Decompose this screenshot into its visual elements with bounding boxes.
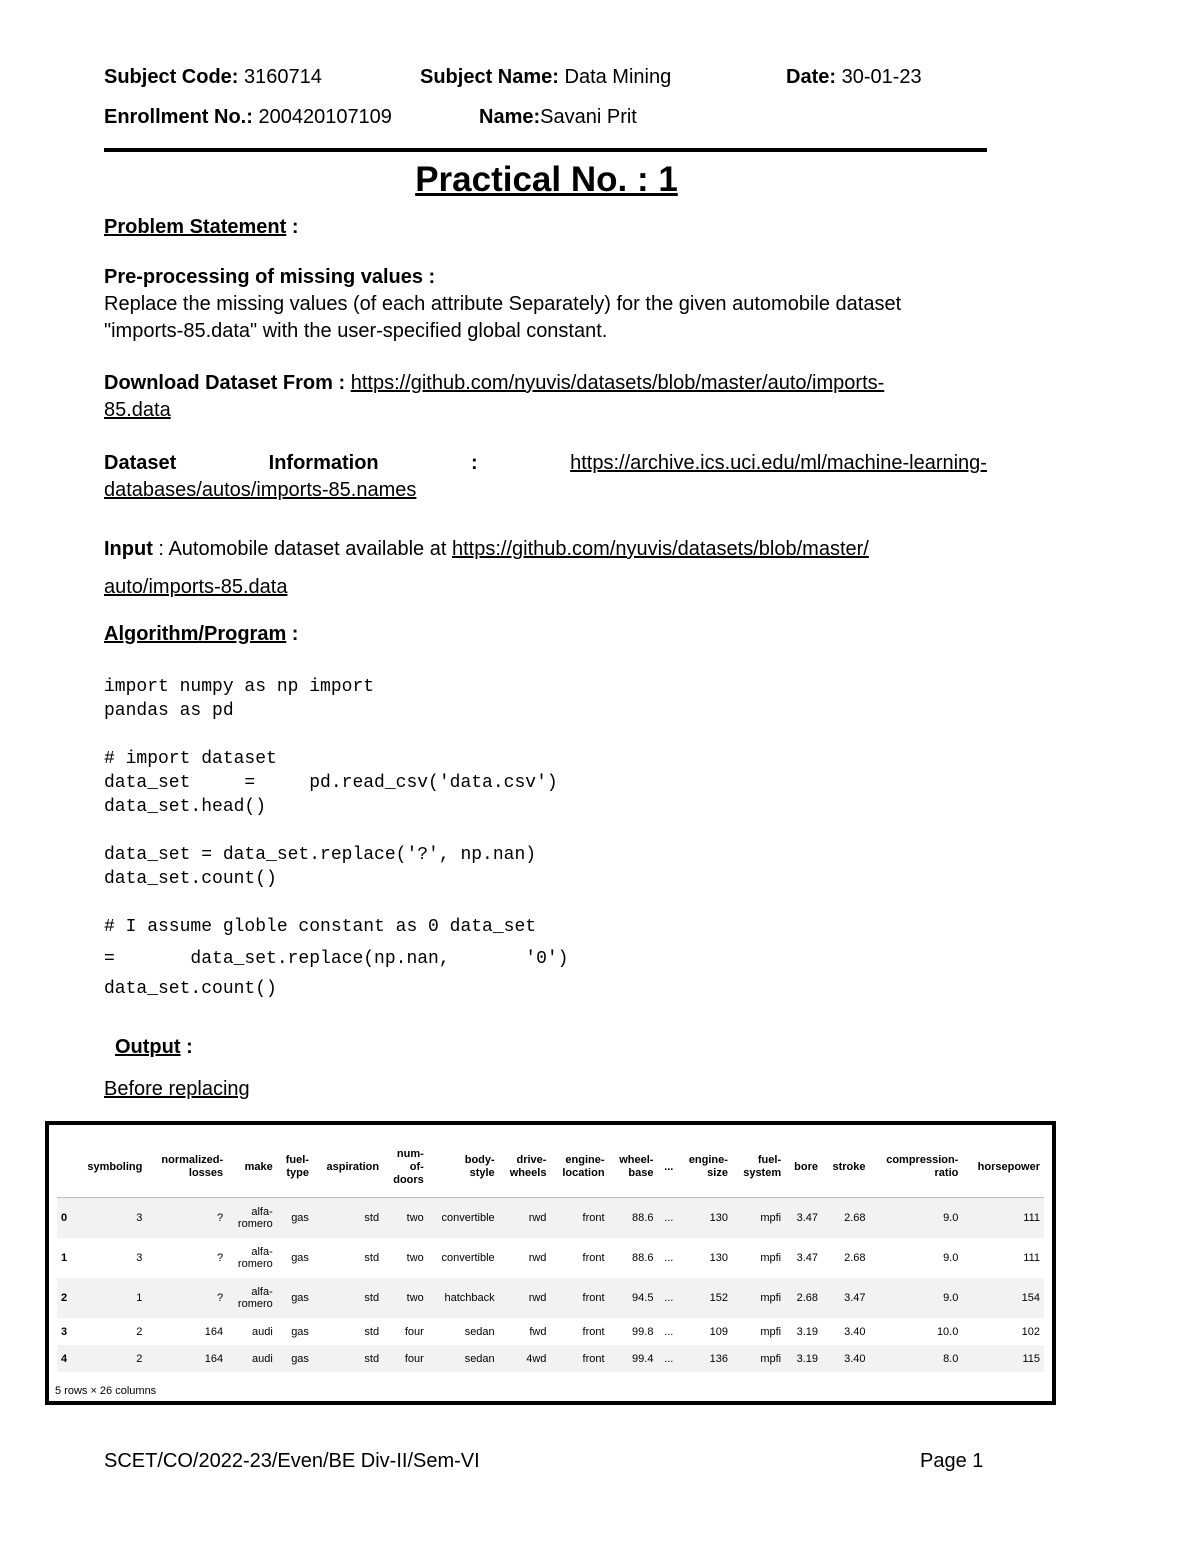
table-cell: gas [277, 1345, 313, 1372]
table-cell: 102 [1021, 1325, 1040, 1338]
table-cell: mpfi [732, 1345, 785, 1372]
table-cell: 94.5 [609, 1278, 658, 1318]
table-cell: ... [664, 1325, 674, 1338]
row-index: 3 [61, 1325, 68, 1338]
problem-subheading: Pre-processing of missing values : [104, 266, 436, 288]
table-cell: two [406, 1252, 424, 1264]
table-cell: fwd [529, 1325, 547, 1338]
table-cell: convertible [428, 1198, 499, 1239]
column-header: num- of- doors [383, 1137, 428, 1198]
page-title: Practical No. : 1 [415, 160, 678, 199]
column-header: drive- wheels [499, 1137, 551, 1198]
table-cell: 88.6 [609, 1198, 658, 1239]
table-cell: 9.0 [943, 1252, 959, 1264]
download-link[interactable]: https://github.com/nyuvis/datasets/blob/master/auto/imports- [350, 372, 885, 394]
table-cell: 3.19 [796, 1325, 818, 1338]
input-link[interactable]: https://github.com/nyuvis/datasets/blob/master/ [451, 538, 869, 560]
table-cell: front [582, 1252, 605, 1264]
table-cell: 115 [962, 1345, 1044, 1372]
column-header [57, 1137, 73, 1198]
table-cell: front [550, 1345, 608, 1372]
input-label: Input [104, 538, 153, 560]
before-replacing-label: Before replacing [104, 1078, 250, 1100]
code-line-count: data_set.count() [104, 979, 277, 999]
table-cell: 130 [677, 1198, 732, 1239]
table-cell: front [550, 1278, 608, 1318]
problem-text-line2: "imports-85.data" with the user-specified global constant. [104, 320, 608, 342]
student-name: Name:Savani Prit [479, 106, 637, 128]
column-header: ... [657, 1137, 677, 1198]
table-cell: 99.4 [609, 1345, 658, 1372]
table-cell: audi [227, 1345, 277, 1372]
dataset-info-label-a: Dataset [104, 452, 177, 474]
column-header: bore [785, 1137, 822, 1198]
table-cell: 3.19 [785, 1345, 822, 1372]
table-cell: 3.47 [796, 1252, 818, 1264]
table-cell: sedan [464, 1325, 495, 1338]
column-header: engine- location [550, 1137, 608, 1198]
table-cell: 2 [73, 1345, 146, 1372]
download-label: Download Dataset From [104, 372, 333, 394]
table-cell: 1 [73, 1278, 146, 1318]
table-cell: rwd [528, 1252, 547, 1264]
column-header: fuel- system [732, 1137, 785, 1198]
table-cell: 2.68 [822, 1198, 870, 1239]
subject-name: Subject Name: Data Mining [420, 66, 672, 88]
table-cell: front [550, 1198, 608, 1239]
column-header: symboling [73, 1137, 146, 1198]
column-header: compression- ratio [870, 1137, 963, 1198]
table-cell: 2.68 [844, 1252, 866, 1264]
table-cell: ? [217, 1252, 224, 1264]
column-header: engine- size [677, 1137, 732, 1198]
table-cell: std [364, 1252, 380, 1264]
table-cell: 10.0 [936, 1325, 959, 1338]
dataset-info-section [104, 450, 987, 504]
table-cell: two [383, 1278, 428, 1318]
problem-text-line1: Replace the missing values (of each attribute Separately) for the given automobile dataset [104, 293, 902, 315]
column-header: wheel- base [609, 1137, 658, 1198]
algorithm-heading: Algorithm/Program : [104, 623, 299, 645]
table-cell: gas [277, 1198, 313, 1239]
column-header: fuel- type [277, 1137, 313, 1198]
header-divider [104, 148, 987, 152]
row-index: 4 [57, 1345, 73, 1372]
table-cell: ? [146, 1198, 227, 1239]
table-cell: 111 [962, 1198, 1044, 1239]
dataframe-table [57, 1137, 1044, 1372]
problem-body [104, 264, 987, 345]
dataset-info-colon: : [471, 452, 478, 474]
subject-code: Subject Code: 3160714 [104, 66, 322, 88]
row-index: 1 [61, 1252, 68, 1264]
column-header: normalized- losses [146, 1137, 227, 1198]
table-cell: rwd [499, 1278, 551, 1318]
table-cell: 3.40 [822, 1345, 870, 1372]
row-index: 0 [57, 1198, 73, 1239]
table-cell: 3 [73, 1198, 146, 1239]
table-cell: ... [657, 1278, 677, 1318]
enrollment-number: Enrollment No.: 200420107109 [104, 106, 392, 128]
table-cell: 2 [136, 1325, 143, 1338]
table-cell: mpfi [732, 1278, 785, 1318]
table-cell: 152 [677, 1278, 732, 1318]
table-cell: 164 [204, 1325, 224, 1338]
table-cell: std [313, 1278, 383, 1318]
dataset-info-link[interactable]: https://archive.ics.uci.edu/ml/machine-learning- [570, 452, 987, 474]
table-cell: gas [291, 1325, 309, 1338]
table-cell: 111 [1023, 1252, 1040, 1264]
download-link-cont[interactable]: 85.data [104, 399, 171, 421]
table-row [57, 1238, 1044, 1278]
table-cell: alfa- romero [227, 1198, 277, 1239]
table-cell: 2.68 [785, 1278, 822, 1318]
input-section: Input : Automobile dataset available at https://github.com/nyuvis/datasets/blob/master/ auto/imports-85.data [104, 538, 869, 598]
table-cell: mpfi [732, 1198, 785, 1239]
table-cell: 109 [709, 1325, 728, 1338]
table-cell: 99.8 [632, 1325, 654, 1338]
table-cell: 3.47 [785, 1198, 822, 1239]
table-cell: ... [657, 1345, 677, 1372]
table-row [57, 1345, 1044, 1372]
table-cell: four [404, 1325, 424, 1338]
output-heading: Output : [115, 1036, 193, 1058]
table-cell: 136 [677, 1345, 732, 1372]
table-cell: std [313, 1345, 383, 1372]
table-cell: two [383, 1198, 428, 1239]
code-block: import numpy as np import pandas as pd # import dataset data_set = pd.read_csv('data.csv') data_set.head() data_set = data_set.replace('?', np.nan) data_set.count() # I assume globle constant as 0 data_set [104, 677, 558, 937]
dataset-info-link-cont[interactable]: databases/autos/imports-85.names [104, 479, 417, 501]
table-cell: rwd [499, 1198, 551, 1239]
table-row [57, 1278, 1044, 1318]
table-cell: front [582, 1325, 605, 1338]
date: Date: 30-01-23 [786, 66, 922, 88]
table-cell: 154 [962, 1278, 1044, 1318]
row-index: 2 [57, 1278, 73, 1318]
table-cell: ... [657, 1198, 677, 1239]
page-number: Page 1 [920, 1450, 984, 1472]
table-cell: ? [146, 1278, 227, 1318]
table-cell: alfa- romero [227, 1278, 277, 1318]
table-cell: 4wd [499, 1345, 551, 1372]
table-cell: sedan [428, 1345, 499, 1372]
table-cell: 9.0 [870, 1278, 963, 1318]
table-cell: std [364, 1325, 380, 1338]
footer-course: SCET/CO/2022-23/Even/BE Div-II/Sem-VI [104, 1450, 480, 1472]
code-line-replace: = data_set.replace(np.nan, '0') [104, 949, 569, 969]
table-cell: 8.0 [870, 1345, 963, 1372]
dataframe-shape: 5 rows × 26 columns [55, 1385, 157, 1397]
table-cell: 3.47 [822, 1278, 870, 1318]
column-header: aspiration [313, 1137, 383, 1198]
table-cell: ... [664, 1252, 674, 1264]
table-cell: 88.6 [632, 1252, 654, 1264]
column-header: horsepower [962, 1137, 1044, 1198]
dataset-info-label-b: Information [268, 452, 379, 474]
table-cell: mpfi [760, 1252, 782, 1264]
input-link-cont[interactable]: auto/imports-85.data [104, 576, 288, 598]
table-cell: mpfi [760, 1325, 782, 1338]
column-header: stroke [822, 1137, 870, 1198]
table-row [57, 1318, 1044, 1345]
table-cell: 3.40 [844, 1325, 866, 1338]
table-cell: std [313, 1198, 383, 1239]
table-cell: four [383, 1345, 428, 1372]
problem-heading: Problem Statement : [104, 216, 299, 238]
table-cell: gas [277, 1278, 313, 1318]
table-cell: 164 [146, 1345, 227, 1372]
table-cell: 130 [709, 1252, 728, 1264]
column-header: make [227, 1137, 277, 1198]
table-cell: convertible [441, 1252, 495, 1264]
dataframe-output [45, 1121, 1056, 1405]
table-cell: audi [251, 1325, 273, 1338]
table-cell: gas [291, 1252, 309, 1264]
table-cell: alfa- romero [237, 1246, 273, 1270]
table-cell: 3 [136, 1252, 143, 1264]
table-cell: 9.0 [870, 1198, 963, 1239]
download-section: Download Dataset From : https://github.com/nyuvis/datasets/blob/master/auto/imports- 85.data [104, 372, 885, 421]
table-cell: hatchback [428, 1278, 499, 1318]
column-header: body- style [428, 1137, 499, 1198]
table-row [57, 1198, 1044, 1239]
